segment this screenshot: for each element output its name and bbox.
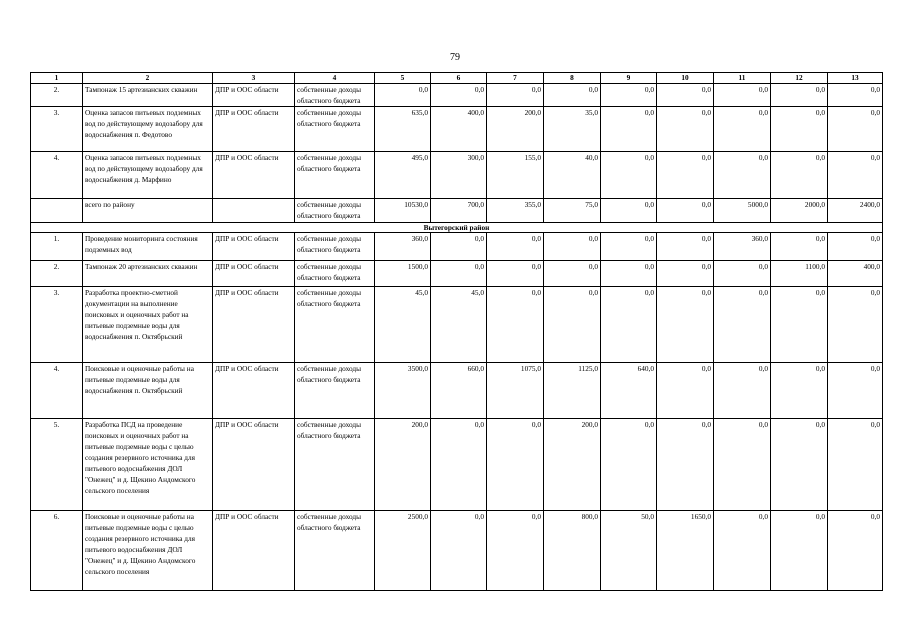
amount-cell: 0,0 (771, 419, 828, 511)
amount-cell: 0,0 (714, 261, 771, 287)
column-number-11: 11 (714, 73, 771, 84)
amount-cell: 0,0 (431, 419, 487, 511)
amount-cell: 5000,0 (714, 199, 771, 223)
amount-cell: 635,0 (375, 107, 431, 152)
amount-cell: 0,0 (601, 287, 657, 363)
amount-cell: 0,0 (601, 233, 657, 261)
executor: ДПР и ООС области (213, 152, 295, 199)
amount-cell: 1075,0 (487, 363, 544, 419)
amount-cell: 0,0 (657, 287, 714, 363)
amount-cell: 3500,0 (375, 363, 431, 419)
amount-cell: 0,0 (828, 511, 883, 591)
amount-cell: 75,0 (544, 199, 601, 223)
region-title: Вытегорский район (31, 223, 883, 233)
measure-name: Поисковые и оценочные работы на питьевые подземные воды с целью создания резервного источника для питьевого водоснабжения ДОЛ "Онежец" и д. Щекино Андомского сельского поселения (83, 511, 213, 591)
amount-cell: 800,0 (544, 511, 601, 591)
amount-cell: 0,0 (487, 511, 544, 591)
amount-cell: 0,0 (487, 287, 544, 363)
amount-cell: 0,0 (771, 287, 828, 363)
amount-cell: 360,0 (714, 233, 771, 261)
column-number-5: 5 (375, 73, 431, 84)
amount-cell: 50,0 (601, 511, 657, 591)
amount-cell: 0,0 (828, 363, 883, 419)
amount-cell: 200,0 (487, 107, 544, 152)
amount-cell: 0,0 (601, 107, 657, 152)
amount-cell: 0,0 (657, 363, 714, 419)
column-number-7: 7 (487, 73, 544, 84)
funding-source: собственные доходы областного бюджета (295, 152, 375, 199)
row-number: 2. (31, 261, 83, 287)
row-number: 3. (31, 107, 83, 152)
row-number: 5. (31, 419, 83, 511)
amount-cell: 0,0 (657, 261, 714, 287)
amount-cell: 0,0 (544, 84, 601, 107)
amount-cell: 0,0 (375, 84, 431, 107)
funding-source: собственные доходы областного бюджета (295, 233, 375, 261)
table-row (31, 511, 883, 591)
amount-cell: 0,0 (657, 233, 714, 261)
executor: ДПР и ООС области (213, 287, 295, 363)
amount-cell: 10530,0 (375, 199, 431, 223)
row-number: 4. (31, 152, 83, 199)
amount-cell: 0,0 (828, 107, 883, 152)
amount-cell: 1650,0 (657, 511, 714, 591)
amount-cell: 0,0 (714, 363, 771, 419)
measure-name: Разработка проектно-сметной документации на выполнение поисковых и оценочных работ на питьевые подземные воды для водоснабжения п. Октябрьский (83, 287, 213, 363)
measure-name: Разработка ПСД на проведение поисковых и оценочных работ на питьевые подземные воды с целью создания резервного источника для питьевого водоснабжения ДОЛ "Онежец" и д. Щекино Андомского сельского поселения (83, 419, 213, 511)
funding-source: собственные доходы областного бюджета (295, 363, 375, 419)
amount-cell: 0,0 (601, 199, 657, 223)
page-number: 79 (450, 52, 460, 63)
funding-source: собственные доходы областного бюджета (295, 84, 375, 107)
amount-cell: 700,0 (431, 199, 487, 223)
amount-cell: 355,0 (487, 199, 544, 223)
amount-cell: 0,0 (601, 84, 657, 107)
amount-cell: 0,0 (487, 419, 544, 511)
executor: ДПР и ООС области (213, 233, 295, 261)
executor: ДПР и ООС области (213, 363, 295, 419)
amount-cell: 0,0 (431, 511, 487, 591)
executor: ДПР и ООС области (213, 107, 295, 152)
table-row (31, 233, 883, 261)
amount-cell: 40,0 (544, 152, 601, 199)
amount-cell: 640,0 (601, 363, 657, 419)
amount-cell: 0,0 (771, 363, 828, 419)
amount-cell: 35,0 (544, 107, 601, 152)
table-row (31, 363, 883, 419)
amount-cell: 2400,0 (828, 199, 883, 223)
amount-cell: 400,0 (828, 261, 883, 287)
funding-source: собственные доходы областного бюджета (295, 199, 375, 223)
amount-cell: 0,0 (487, 84, 544, 107)
table-row (31, 152, 883, 199)
column-number-8: 8 (544, 73, 601, 84)
row-number: 1. (31, 233, 83, 261)
amount-cell: 0,0 (544, 261, 601, 287)
funding-source: собственные доходы областного бюджета (295, 107, 375, 152)
column-number-3: 3 (213, 73, 295, 84)
table-body (31, 73, 883, 591)
amount-cell: 0,0 (487, 233, 544, 261)
executor: ДПР и ООС области (213, 261, 295, 287)
executor: ДПР и ООС области (213, 84, 295, 107)
amount-cell: 0,0 (771, 152, 828, 199)
amount-cell: 0,0 (657, 84, 714, 107)
amount-cell: 0,0 (771, 233, 828, 261)
amount-cell: 45,0 (375, 287, 431, 363)
amount-cell: 45,0 (431, 287, 487, 363)
amount-cell: 0,0 (828, 287, 883, 363)
amount-cell: 200,0 (544, 419, 601, 511)
amount-cell: 0,0 (601, 261, 657, 287)
amount-cell: 0,0 (771, 511, 828, 591)
amount-cell: 0,0 (714, 152, 771, 199)
amount-cell: 0,0 (828, 419, 883, 511)
column-number-13: 13 (828, 73, 883, 84)
amount-cell: 0,0 (771, 107, 828, 152)
amount-cell: 360,0 (375, 233, 431, 261)
measure-name: Тампонаж 15 артезианских скважин (83, 84, 213, 107)
row-number: 3. (31, 287, 83, 363)
executor: ДПР и ООС области (213, 511, 295, 591)
amount-cell: 0,0 (431, 261, 487, 287)
measure-name: Поисковые и оценочные работы на питьевые подземные воды для водоснабжения п. Октябрьский (83, 363, 213, 419)
executor (213, 199, 295, 223)
column-number-2: 2 (83, 73, 213, 84)
program-table (30, 72, 883, 591)
table-row (31, 287, 883, 363)
column-numbers-row (31, 73, 883, 84)
column-number-6: 6 (431, 73, 487, 84)
executor: ДПР и ООС области (213, 419, 295, 511)
measure-name: Оценка запасов питьевых подземных вод по действующему водозабору для водоснабжения п. Федотово (83, 107, 213, 152)
amount-cell: 0,0 (601, 152, 657, 199)
amount-cell: 2000,0 (771, 199, 828, 223)
measure-name: Оценка запасов питьевых подземных вод по действующему водозабору для водоснабжения д. Марфино (83, 152, 213, 199)
amount-cell: 0,0 (771, 84, 828, 107)
table-row (31, 84, 883, 107)
amount-cell: 155,0 (487, 152, 544, 199)
funding-source: собственные доходы областного бюджета (295, 419, 375, 511)
row-number: 6. (31, 511, 83, 591)
amount-cell: 2500,0 (375, 511, 431, 591)
row-number (31, 199, 83, 223)
column-number-9: 9 (601, 73, 657, 84)
measure-name: Проведение мониторинга состояния подземных вод (83, 233, 213, 261)
region-header-row (31, 223, 883, 233)
amount-cell: 0,0 (714, 84, 771, 107)
table-row (31, 419, 883, 511)
amount-cell: 0,0 (544, 233, 601, 261)
amount-cell: 1100,0 (771, 261, 828, 287)
amount-cell: 0,0 (431, 233, 487, 261)
amount-cell: 0,0 (657, 199, 714, 223)
measure-name: всего по району (83, 199, 213, 223)
amount-cell: 0,0 (714, 419, 771, 511)
funding-source: собственные доходы областного бюджета (295, 261, 375, 287)
table-row (31, 199, 883, 223)
column-number-12: 12 (771, 73, 828, 84)
measure-name: Тампонаж 20 артезианских скважин (83, 261, 213, 287)
amount-cell: 1125,0 (544, 363, 601, 419)
column-number-4: 4 (295, 73, 375, 84)
table-row (31, 107, 883, 152)
column-number-1: 1 (31, 73, 83, 84)
amount-cell: 495,0 (375, 152, 431, 199)
amount-cell: 200,0 (375, 419, 431, 511)
amount-cell: 0,0 (601, 419, 657, 511)
amount-cell: 0,0 (828, 152, 883, 199)
amount-cell: 0,0 (487, 261, 544, 287)
funding-source: собственные доходы областного бюджета (295, 511, 375, 591)
amount-cell: 0,0 (714, 287, 771, 363)
funding-source: собственные доходы областного бюджета (295, 287, 375, 363)
amount-cell: 400,0 (431, 107, 487, 152)
amount-cell: 300,0 (431, 152, 487, 199)
amount-cell: 0,0 (714, 107, 771, 152)
amount-cell: 0,0 (714, 511, 771, 591)
amount-cell: 0,0 (657, 419, 714, 511)
amount-cell: 0,0 (657, 152, 714, 199)
amount-cell: 1500,0 (375, 261, 431, 287)
amount-cell: 0,0 (431, 84, 487, 107)
amount-cell: 0,0 (544, 287, 601, 363)
row-number: 4. (31, 363, 83, 419)
amount-cell: 0,0 (828, 84, 883, 107)
amount-cell: 0,0 (828, 233, 883, 261)
column-number-10: 10 (657, 73, 714, 84)
amount-cell: 660,0 (431, 363, 487, 419)
row-number: 2. (31, 84, 83, 107)
table-row (31, 261, 883, 287)
amount-cell: 0,0 (657, 107, 714, 152)
